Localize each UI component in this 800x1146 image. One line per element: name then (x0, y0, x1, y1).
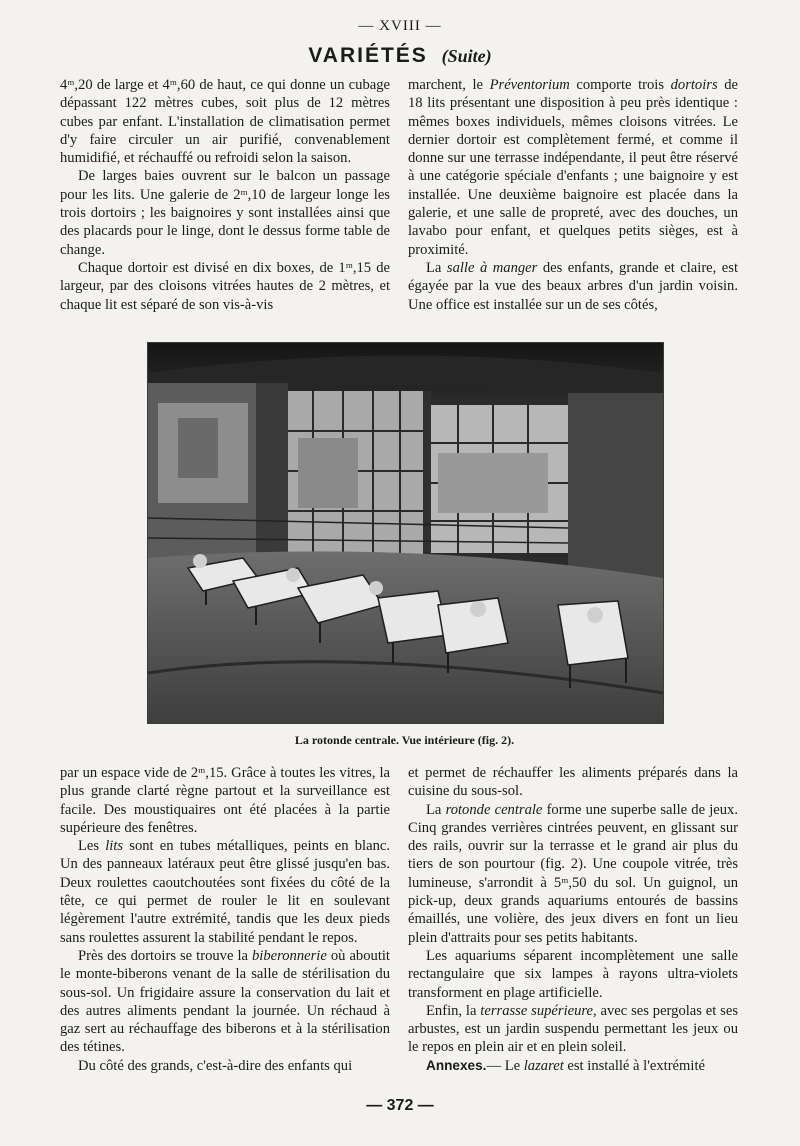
paragraph: Chaque dortoir est divisé en dix boxes, de 1ᵐ,15 de largeur, par des cloisons vitrées hautes de 2 mètres, et chaque lit est séparé de son vis-à-vis (60, 259, 390, 313)
column-bottom-right (408, 764, 738, 1075)
paragraph: La salle à manger des enfants, grande et claire, est égayée par la vue des beaux arbres d'un jardin voisin. Une office est installée sur un de ses côtés, (408, 259, 739, 313)
paragraph: Du côté des grands, c'est-à-dire des enfants qui (78, 1057, 353, 1074)
figure-caption: La rotonde centrale. Vue intérieure (fig. 2). (294, 733, 515, 747)
paragraph: De larges baies ouvrent sur le balcon un passage pour les lits. Une galerie de 2ᵐ,10 de largeur longe les trois dortoirs ; les baignoires y sont installées ainsi que des placards pour le linge, dont le dessus forme table de change. (60, 168, 390, 258)
section-title-suite: (Suite) (441, 46, 492, 66)
emphasis: lits (105, 838, 124, 855)
column-top-left (60, 76, 390, 314)
paragraph: marchent, le Préventorium comporte trois dortoirs de 18 lits présentant une disposition à peu près identique : mêmes boxes individuels, mêmes cloisons vitrées. Le dernier dortoir est complètement fermé, et comme il donne sur une terrasse indépendante, il peut être réservé à une catégorie spéciale d'enfants ; une baignoire y est installée. Une deuxième baignoire est placée dans la galerie, et une salle de propreté, avec des douches, un lavabo pour enfant, et quelques petits sièges, est à proximité. (408, 77, 738, 258)
paragraph: et permet de réchauffer les aliments préparés dans la cuisine du sous-sol. (408, 765, 738, 800)
photo-rotonde-centrale (147, 342, 664, 724)
emphasis: biberonnerie (252, 947, 327, 964)
paragraph: La rotonde centrale forme une superbe salle de jeux. Cinq grandes verrières cintrées peuvent, en glissant sur des rails, ouvrir sur la terrasse et le grand air plus du tiers de son pourtour (fig. 2). Une coupole vitrée, très lumineuse, s'arrondit à 5ᵐ,50 du sol. Un guignol, un pick-up, deux grands aquariums entourés de bassins émaillés, une volière, des jeux divers en font un lieu plein d'attraits pour ses petits habitants. (408, 801, 738, 946)
photo-illustration (148, 343, 663, 723)
paragraph: Les aquariums séparent incomplètement une salle rectangulaire que six lampes à rayons ultra-violets transforment en plage artificielle. (408, 947, 738, 1001)
section-title (0, 44, 800, 68)
emphasis: salle à manger (446, 259, 538, 276)
emphasis: terrasse supérieure (480, 1002, 594, 1019)
paragraph: Annexes.— Le lazaret est installé à l'extrémité (426, 1057, 705, 1074)
emphasis: Préventorium (489, 77, 570, 93)
page-number: — 372 — (366, 1097, 434, 1114)
emphasis: dortoirs (670, 77, 718, 93)
paragraph: 4ᵐ,20 de large et 4ᵐ,60 de haut, ce qui donne un cubage dépassant 122 mètres cubes, soit plus de 12 mètres cubes par enfant. L'installation de climatisation permet d'y faire circuler un air purifié, convenablement humidifié, et réchauffé ou refroidi selon la saison. (60, 77, 390, 167)
paragraph: Les lits sont en tubes métalliques, peints en blanc. Un des panneaux latéraux peut être glissé jusqu'en bas. Deux roulettes caoutchoutées sont fixées du côté de la tête, ce qui permet de rouler le lit en soulevant légèrement l'autre extrémité, tandis que les deux pieds sans roulettes assurent la stabilité pendant le repos. (60, 838, 390, 946)
paragraph: Enfin, la terrasse supérieure, avec ses pergolas et ses arbustes, est un jardin suspendu permettant les jeux ou le repos en plein air et en plein soleil. (408, 1002, 739, 1056)
run-in-heading: Annexes. (426, 1057, 487, 1073)
emphasis: rotonde centrale (445, 801, 543, 818)
running-head: — XVIII — (358, 18, 442, 34)
paragraph: Près des dortoirs se trouve la biberonnerie où aboutit le monte-biberons venant de la salle de stérilisation du sous-sol. Un frigidaire assure la conservation du lait et des autres aliments pendant la journée. Un réchaud à gaz sert au réchauffage des biberons et à la stérilisation des tétines. (60, 947, 390, 1056)
paragraph: par un espace vide de 2ᵐ,15. Grâce à toutes les vitres, la plus grande clarté règne partout et la surveillance est facile. Des moustiquaires ont été placées à la partie supérieure des fenêtres. (60, 765, 390, 836)
column-bottom-left (60, 764, 390, 1075)
emphasis: lazaret (523, 1057, 564, 1074)
right-wall (568, 393, 663, 583)
section-title-main: VARIÉTÉS (308, 44, 428, 67)
column-top-right (408, 76, 738, 314)
